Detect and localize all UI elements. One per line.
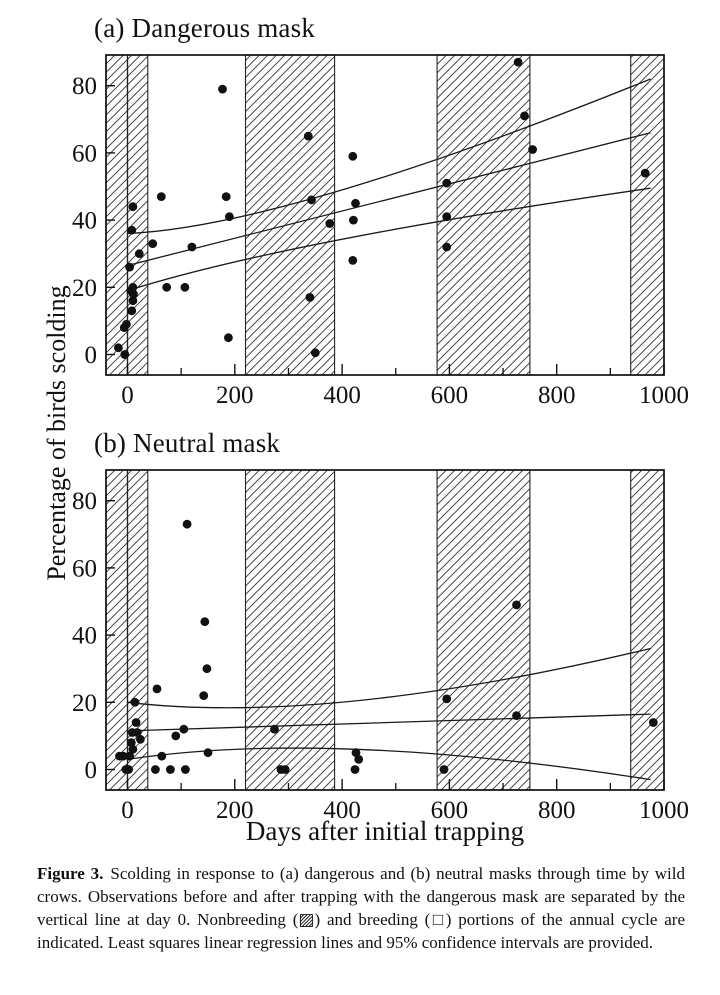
data-point xyxy=(199,691,208,700)
y-tick-label: 0 xyxy=(84,342,97,369)
plot-frame xyxy=(106,55,664,375)
y-tick-label: 80 xyxy=(72,73,97,101)
y-tick-label: 80 xyxy=(72,488,97,516)
data-point xyxy=(157,752,166,761)
data-point xyxy=(129,290,138,299)
data-point xyxy=(157,192,166,201)
regression-line xyxy=(128,714,651,731)
x-tick-label: 200 xyxy=(216,797,254,824)
x-tick-label: 600 xyxy=(430,382,469,409)
data-point xyxy=(442,212,451,221)
x-tick-label: 200 xyxy=(216,382,254,409)
data-point xyxy=(520,112,529,121)
panel-a-plot xyxy=(0,0,720,412)
x-tick-label: 0 xyxy=(121,382,134,409)
data-point xyxy=(188,243,197,252)
panel-a-title: (a) Dangerous mask xyxy=(94,13,316,43)
plot-frame xyxy=(106,470,664,790)
data-point xyxy=(649,718,658,727)
data-point xyxy=(348,152,357,161)
data-point xyxy=(129,745,138,754)
data-point xyxy=(442,243,451,252)
panel-b-plot xyxy=(0,415,720,827)
nonbreeding-band xyxy=(246,470,335,790)
x-tick-label: 600 xyxy=(430,797,469,824)
data-point xyxy=(114,343,123,352)
nonbreeding-band xyxy=(246,55,335,375)
data-point xyxy=(325,219,334,228)
data-point xyxy=(514,58,523,67)
caption-text: Scolding in response to (a) dangerous and (b) neutral masks through time by wild crows. Observations before and after trapping with the dangerous mask are separated by the vertical line at day 0. Nonbreeding (▨) and breeding (□) portions of the annual cycle are indicated. Least squares linear regression lines and 95% confidence intervals are provided. xyxy=(37,864,685,952)
data-point xyxy=(171,732,180,741)
data-point xyxy=(183,520,192,529)
data-point xyxy=(641,169,650,178)
x-tick-label: 800 xyxy=(537,382,576,409)
nonbreeding-band xyxy=(437,55,530,375)
data-point xyxy=(349,216,358,225)
y-axis-label: Percentage of birds scolding xyxy=(42,285,71,581)
data-point xyxy=(306,293,315,302)
data-point xyxy=(307,196,316,205)
data-point xyxy=(122,320,131,329)
y-tick-label: 0 xyxy=(84,757,97,784)
regression-line xyxy=(128,133,651,266)
caption-label: Figure 3. xyxy=(37,864,104,883)
data-point xyxy=(442,179,451,188)
data-point xyxy=(512,601,521,610)
data-point xyxy=(304,132,313,141)
data-point xyxy=(311,348,320,357)
data-point xyxy=(442,695,451,704)
y-tick-label: 40 xyxy=(72,207,97,235)
data-point xyxy=(120,350,129,359)
data-point xyxy=(218,85,227,94)
data-point xyxy=(151,765,160,774)
data-point xyxy=(181,765,190,774)
nonbreeding-band xyxy=(631,55,664,375)
x-tick-label: 1000 xyxy=(639,797,689,824)
upper-ci-line xyxy=(128,79,651,234)
x-tick-label: 800 xyxy=(537,797,576,824)
data-point xyxy=(127,306,136,315)
data-point xyxy=(125,263,134,272)
data-point xyxy=(222,192,231,201)
data-point xyxy=(136,735,145,744)
data-point xyxy=(204,748,213,757)
data-point xyxy=(181,283,190,292)
panel-b-title: (b) Neutral mask xyxy=(94,428,281,458)
data-point xyxy=(225,212,234,221)
data-point xyxy=(179,725,188,734)
lower-ci-line xyxy=(128,188,651,291)
data-point xyxy=(270,725,279,734)
y-tick-label: 20 xyxy=(72,689,97,717)
data-point xyxy=(132,718,141,727)
data-point xyxy=(129,202,138,211)
y-tick-label: 60 xyxy=(72,140,97,168)
figure-caption xyxy=(37,862,685,954)
data-point xyxy=(131,698,140,707)
data-point xyxy=(440,765,449,774)
data-point xyxy=(203,664,212,673)
data-point xyxy=(135,249,144,258)
data-point xyxy=(281,765,290,774)
y-tick-label: 40 xyxy=(72,622,97,650)
data-point xyxy=(512,711,521,720)
data-point xyxy=(166,765,175,774)
y-tick-label: 20 xyxy=(72,274,97,302)
y-tick-label: 60 xyxy=(72,555,97,583)
data-point xyxy=(200,617,209,626)
x-tick-label: 400 xyxy=(323,382,361,409)
data-point xyxy=(148,239,157,248)
data-point xyxy=(124,765,133,774)
data-point xyxy=(153,685,162,694)
data-point xyxy=(351,199,360,208)
data-point xyxy=(162,283,171,292)
data-point xyxy=(528,145,537,154)
x-tick-label: 0 xyxy=(121,797,134,824)
x-tick-label: 1000 xyxy=(639,382,689,409)
data-point xyxy=(348,256,357,265)
data-point xyxy=(354,755,363,764)
data-point xyxy=(351,765,360,774)
nonbreeding-band xyxy=(437,470,530,790)
x-axis-label: Days after initial trapping xyxy=(245,816,525,846)
x-tick-label: 400 xyxy=(323,797,361,824)
data-point xyxy=(224,333,233,342)
nonbreeding-band xyxy=(631,470,664,790)
data-point xyxy=(127,226,136,235)
